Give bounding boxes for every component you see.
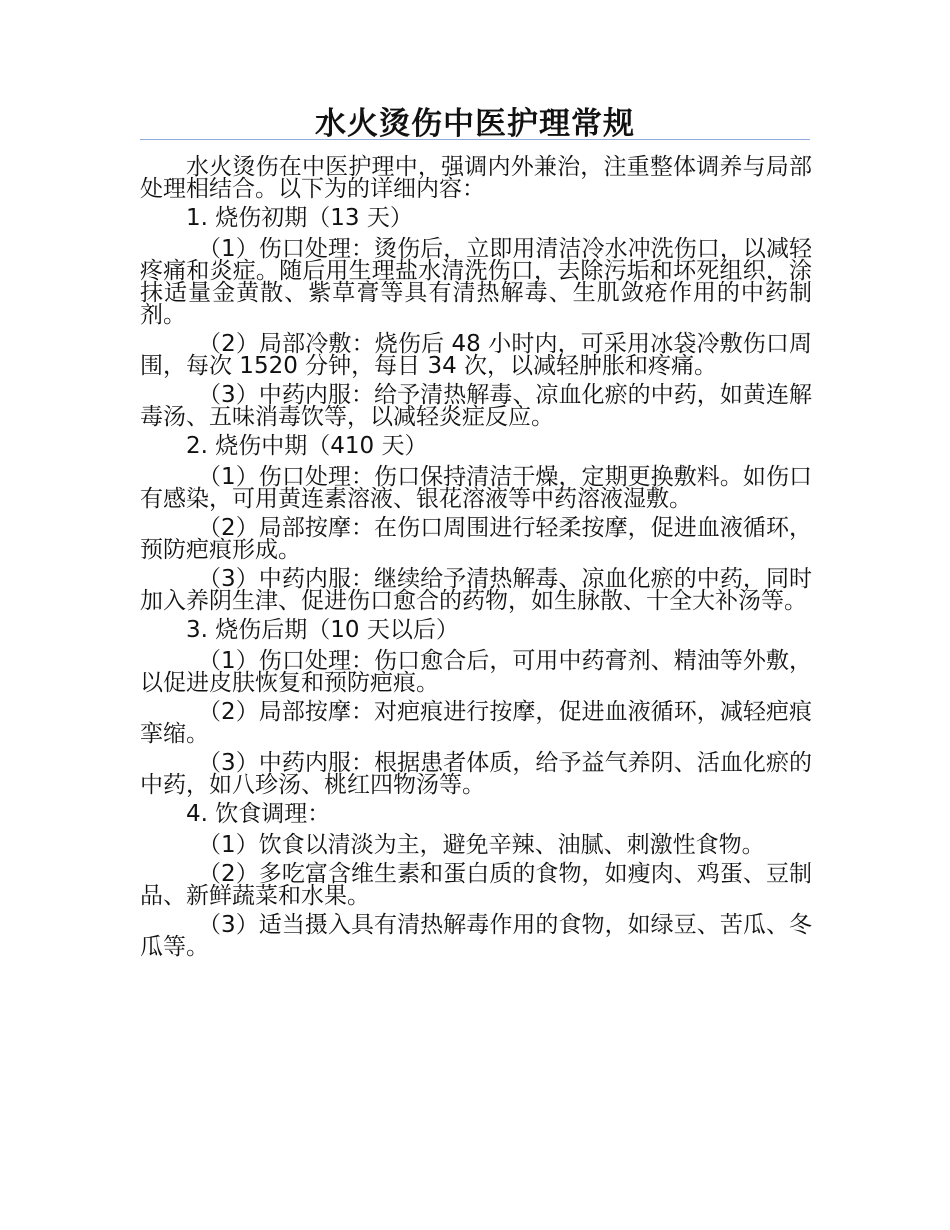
section-item: （3）中药内服：给予清热解毒、凉血化瘀的中药，如黄连解毒汤、五味消毒饮等，以减轻炎症反应。 [140,382,812,430]
intro-paragraph: 水火烫伤在中医护理中，强调内外兼治，注重整体调养与局部处理相结合。以下为的详细内容： [140,154,812,202]
section-item: （1）伤口处理：烫伤后，立即用清洁冷水冲洗伤口，以减轻疼痛和炎症。随后用生理盐水清洗伤口，去除污垢和坏死组织，涂抹适量金黄散、紫草膏等具有清热解毒、生肌敛疮作用的中药制剂。 [140,236,812,328]
section-item: （2）局部按摩：在伤口周围进行轻柔按摩，促进血液循环，预防疤痕形成。 [140,515,812,563]
document-body [140,156,812,965]
page-title: 水火烫伤中医护理常规 [315,106,635,142]
section-heading: 3. 烧伤后期（10 天以后） [186,617,459,643]
section-item: （1）伤口处理：伤口保持清洁干燥，定期更换敷料。如伤口有感染，可用黄连素溶液、银花溶液等中药溶液湿敷。 [140,464,812,512]
section-item: （1）伤口处理：伤口愈合后，可用中药膏剂、精油等外敷，以促进皮肤恢复和预防疤痕。 [140,648,812,696]
section-item: （2）局部按摩：对疤痕进行按摩，促进血液循环，减轻疤痕挛缩。 [140,699,812,747]
section-item: （1）饮食以清淡为主，避免辛辣、油腻、刺激性食物。 [198,832,765,858]
section-heading: 2. 烧伤中期（410 天） [186,433,428,459]
section-item: （3）中药内服：继续给予清热解毒、凉血化瘀的中药，同时加入养阴生津、促进伤口愈合的药物，如生脉散、十全大补汤等。 [140,566,812,614]
title-underline [140,139,810,140]
section-heading: 4. 饮食调理： [186,801,331,827]
section-item: （2）局部冷敷：烧伤后 48 小时内，可采用冰袋冷敷伤口周围，每次 1520 分钟，每日 34 次，以减轻肿胀和疼痛。 [140,331,812,379]
section-item: （3）适当摄入具有清热解毒作用的食物，如绿豆、苦瓜、冬瓜等。 [140,912,812,960]
section-item: （3）中药内服：根据患者体质，给予益气养阴、活血化瘀的中药，如八珍汤、桃红四物汤等。 [140,750,812,798]
section-heading: 1. 烧伤初期（13 天） [186,205,413,231]
section-item: （2）多吃富含维生素和蛋白质的食物，如瘦肉、鸡蛋、豆制品、新鲜蔬菜和水果。 [140,861,812,909]
